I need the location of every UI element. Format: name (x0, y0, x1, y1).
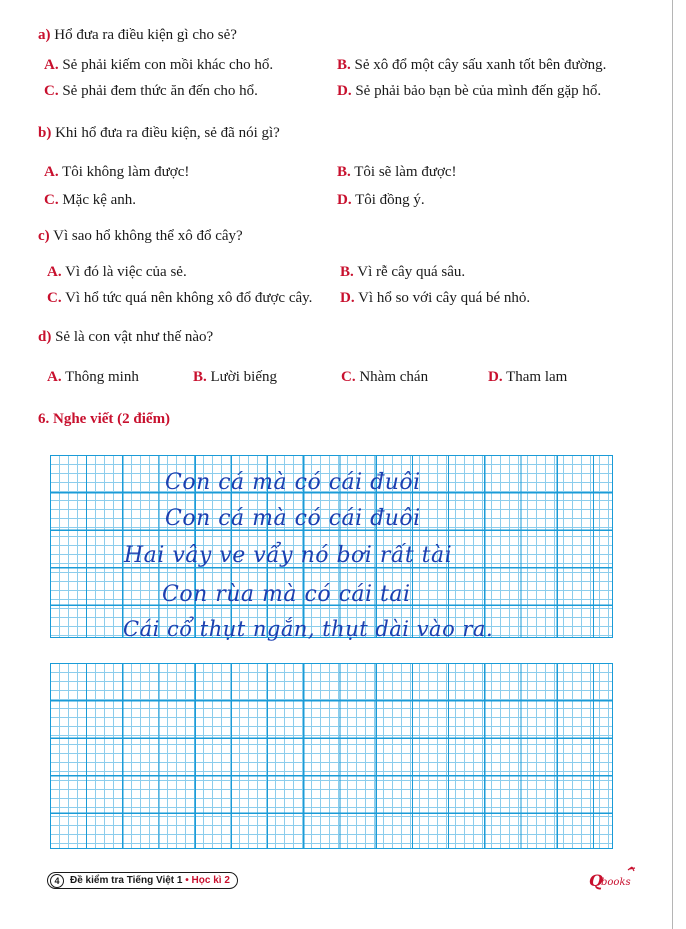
option-text: Tôi không làm được! (62, 164, 190, 180)
option-key: A. (44, 164, 59, 180)
question-number: d) (38, 329, 52, 345)
question-number: c) (38, 228, 50, 244)
section-title: 6. Nghe viết (2 điểm) (38, 411, 171, 427)
option-text: Sẻ phải kiếm con mồi khác cho hổ. (62, 57, 274, 73)
handwriting-line: Hai vây ve vẩy nó bơi rất tài (124, 543, 453, 568)
option-key: C. (47, 290, 62, 306)
option-text: Sẻ phải đem thức ăn đến cho hổ. (62, 83, 258, 99)
question-text: Hổ đưa ra điều kiện gì cho sẻ? (54, 27, 237, 43)
option-b-d (337, 192, 425, 209)
option-key: C. (341, 369, 356, 385)
question-number: b) (38, 125, 52, 141)
option-text: Tôi sẽ làm được! (354, 164, 457, 180)
option-c-a (47, 264, 187, 281)
option-text: Vì rễ cây quá sâu. (357, 264, 466, 280)
option-d-d (488, 369, 567, 386)
handwriting-line: Con cá mà có cái đuôi (165, 470, 421, 495)
option-a-b (337, 57, 606, 74)
handwriting-line: Con rùa mà có cái tai (162, 582, 411, 607)
option-a-d (337, 83, 601, 100)
option-b-c (44, 192, 136, 209)
svg-text:books: books (601, 877, 631, 888)
option-text: Sẻ phải bảo bạn bè của mình đến gặp hổ. (355, 83, 602, 99)
question-c (38, 228, 243, 245)
svg-text:Q: Q (589, 871, 603, 890)
option-text: Tham lam (506, 369, 568, 385)
question-text: Sẻ là con vật như thế nào? (55, 329, 214, 345)
option-key: B. (193, 369, 207, 385)
option-d-b (193, 369, 277, 386)
option-c-c (47, 290, 312, 307)
handwriting-line: Con cá mà có cái đuôi (165, 506, 421, 531)
option-key: A. (47, 369, 62, 385)
option-key: A. (47, 264, 62, 280)
question-b (38, 125, 280, 142)
option-text: Lười biếng (210, 369, 277, 385)
option-key: D. (488, 369, 503, 385)
question-d (38, 329, 213, 346)
option-key: D. (337, 192, 352, 208)
footer-separator: • (185, 875, 189, 886)
option-key: C. (44, 83, 59, 99)
option-key: B. (337, 164, 351, 180)
footer-title: Đề kiểm tra Tiếng Việt 1 (70, 875, 183, 886)
footer-term: Học kì 2 (191, 875, 230, 886)
qbooks-logo (588, 866, 640, 892)
option-text: Mặc kệ anh. (62, 192, 137, 208)
option-d-c (341, 369, 428, 386)
option-key: D. (337, 83, 352, 99)
option-text: Sẻ xô đổ một cây sấu xanh tốt bên đường. (354, 57, 607, 73)
option-a-c (44, 83, 258, 100)
option-c-b (340, 264, 465, 281)
option-key: D. (340, 290, 355, 306)
option-a-a (44, 57, 273, 74)
option-text: Vì hổ tức quá nên không xô đổ được cây. (65, 290, 313, 306)
option-text: Vì hổ so với cây quá bé nhỏ. (358, 290, 531, 306)
option-key: B. (340, 264, 354, 280)
option-c-d (340, 290, 530, 307)
handwriting-line: Cái cổ thụt ngắn, thụt dài vào ra. (123, 617, 494, 641)
option-b-a (44, 164, 189, 181)
question-text: Vì sao hổ không thể xô đổ cây? (53, 228, 243, 244)
option-key: C. (44, 192, 59, 208)
question-text: Khi hổ đưa ra điều kiện, sẻ đã nói gì? (55, 125, 280, 141)
option-d-a (47, 369, 139, 386)
option-b-b (337, 164, 457, 181)
footer-label (47, 872, 238, 889)
question-number: a) (38, 27, 51, 43)
dictation-grid-blank[interactable] (50, 663, 613, 849)
option-text: Tôi đồng ý. (355, 192, 425, 208)
option-text: Thông minh (65, 369, 139, 385)
option-text: Vì đó là việc của sẻ. (65, 264, 187, 280)
option-text: Nhàm chán (359, 369, 429, 385)
option-key: B. (337, 57, 351, 73)
page-number: 4 (50, 874, 64, 888)
question-a (38, 27, 237, 44)
option-key: A. (44, 57, 59, 73)
